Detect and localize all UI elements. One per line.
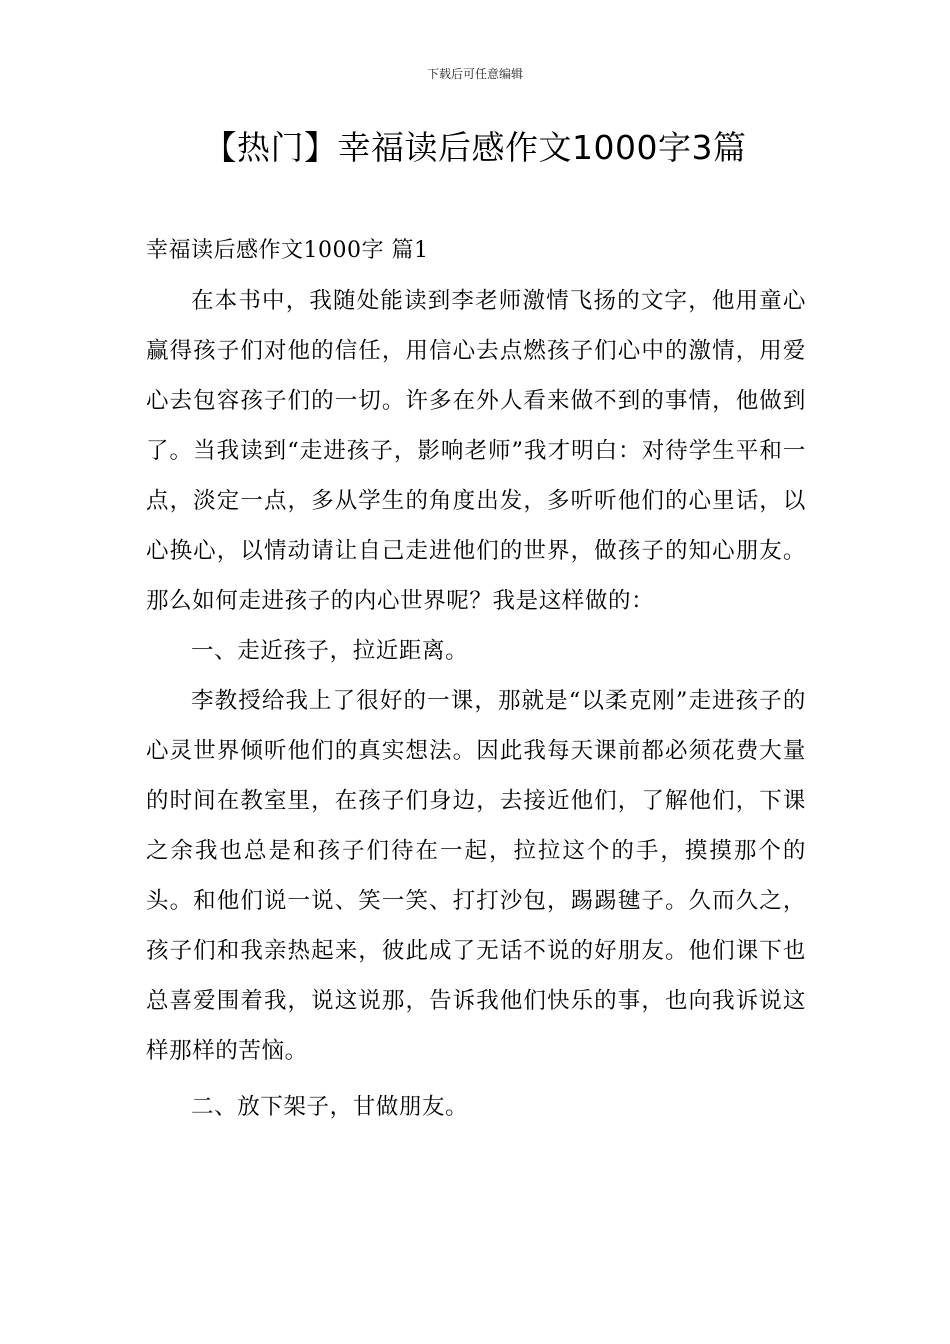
paragraph-intro: 在本书中，我随处能读到李老师激情飞扬的文字，他用童心赢得孩子们对他的信任，用信心去点燃孩子们心中的激情，用爱心去包容孩子们的一切。许多在外人看来做不到的事情，他做到了。当我读到“走进孩子，影响老师”我才明白：对待学生平和一点，淡定一点，多从学生的角度出发，多听听他们的心里话，以心换心，以情动请让自己走进他们的世界，做孩子的知心朋友。那么如何走进孩子的内心世界呢？我是这样做的：	[146, 288, 806, 614]
subheading-be-friends: 二、放下架子，甘做朋友。	[191, 1094, 469, 1120]
paragraph-approach-children: 李教授给我上了很好的一课，那就是“以柔克刚”走进孩子的心灵世界倾听他们的真实想法。因此我每天课前都必须花费大量的时间在教室里，在孩子们身边，去接近他们，了解他们，下课之余我也总是和孩子们待在一起，拉拉这个的手，摸摸那个的头。和他们说一说、笑一笑、打打沙包，踢踢毽子。久而久之，孩子们和我亲热起来，彼此成了无话不说的好朋友。他们课下也总喜爱围着我，说这说那，告诉我他们快乐的事，也向我诉说这样那样的苦恼。	[146, 688, 806, 1064]
section-heading: 幸福读后感作文1000字 篇1	[146, 238, 429, 263]
document-body	[146, 226, 806, 1132]
header-note: 下载后可任意编辑	[426, 67, 523, 81]
document-title: 【热门】幸福读后感作文1000字3篇	[203, 128, 747, 167]
subheading-approach-children: 一、走近孩子，拉近距离。	[191, 638, 469, 664]
